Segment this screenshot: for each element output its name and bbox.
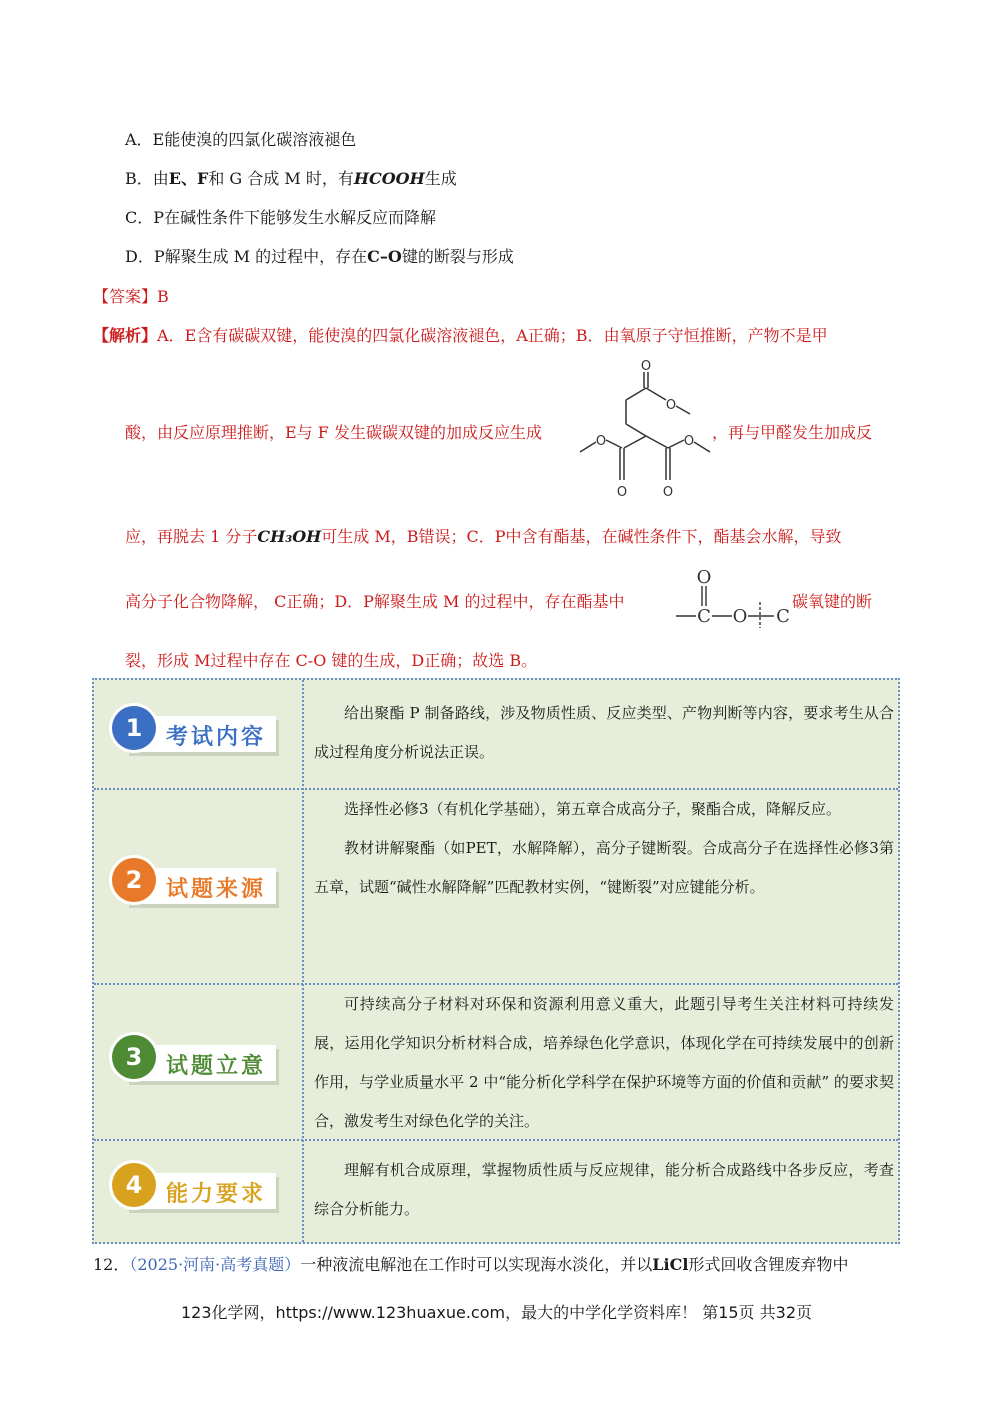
analysis-line-4-end: 碳氧键的断 [792,592,873,611]
analysis-line-4: 高分子化合物降解， C正确；D．P解聚生成 M 的过程中，存在酯基中 [125,592,625,611]
svg-text:O: O [640,360,652,374]
row-text: 可持续高分子材料对环保和资源利用意义重大，此题引导考生关注材料可持续发展，运用化学知识分析材料合成，培养绿色化学意识，体现化学在可持续发展中的创新作用，与学业质量水平 2 中“能分析化学科学在保护环境等方面的价值和贡献” 的要求契合，激发考生对绿色化学的关注。 [314,995,894,1130]
badge-label: 能力要求 [166,1181,267,1207]
panel-row-exam-content [94,680,898,790]
badge-label: 试题立意 [166,1053,267,1079]
svg-text:O: O [665,398,677,413]
svg-text:O: O [595,434,607,449]
analysis-line-5: 裂，形成 M过程中存在 C-O 键的生成，D正确；故选 B。 [125,651,538,670]
svg-text:C: C [697,606,711,627]
svg-text:O: O [696,567,712,588]
panel-row-ability [94,1139,898,1242]
badge-3 [112,1031,282,1089]
row-text: 选择性必修3（有机化学基础），第五章合成高分子，聚酯合成，降解反应。 教材讲解聚酯（如PET，水解降解），高分子键断裂。合成高分子在选择性必修3第五章，试题“碱性水解降解”匹配教材实例，“键断裂”对应键能分析。 [314,800,894,896]
row-text: 给出聚酯 P 制备路线，涉及物质性质、反应类型、产物判断等内容，要求考生从合成过程角度分析说法正误。 [314,704,894,761]
badge-1 [112,702,282,760]
option-c: C．P在碱性条件下能够发生水解反应而降解 [125,208,437,227]
answer-line [93,286,169,308]
page-footer: 123化学网，https://www.123huaxue.com，最大的中学化学资料库！ 第15页 共32页 [181,1303,812,1322]
badge-2 [112,854,282,912]
analysis-line-1: 【解析】A．E含有碳碳双键，能使溴的四氯化碳溶液褪色，A正确；B．由氧原子守恒推断，产物不是甲 [93,326,828,345]
badge-number: 2 [112,858,156,902]
badge-number: 1 [112,706,156,750]
svg-text:C: C [776,606,790,627]
panel-row-intent [94,983,898,1141]
analysis-label: 【解析】 [93,326,158,345]
answer-label: 【答案】 [93,287,158,306]
panel-row-source [94,788,898,985]
analysis-line-2-end: ，再与甲醛发生加成反 [712,423,873,442]
analysis-line-2: 酸，由反应原理推断，E与 F 发生碳碳双键的加成反应生成 [125,423,542,442]
badge-4 [112,1159,282,1217]
row-text: 理解有机合成原理，掌握物质性质与反应规律，能分析合成路线中各步反应，考查综合分析能力。 [314,1161,894,1218]
question-12: 12．（2025·河南·高考真题）一种液流电解池在工作时可以实现海水淡化，并以LiCl形式回收含锂废弃物中 [93,1255,849,1274]
option-b: B．由E、F和 G 合成 M 时，有HCOOH生成 [125,169,457,188]
badge-number: 3 [112,1035,156,1079]
badge-label: 试题来源 [166,876,267,902]
analysis-panel [92,678,900,1244]
svg-text:O: O [732,606,748,627]
option-a: A．E能使溴的四氯化碳溶液褪色 [125,130,357,149]
svg-text:O: O [662,485,674,500]
svg-text:O: O [616,485,628,500]
svg-text:O: O [683,434,695,449]
analysis-line-3: 应，再脱去 1 分子CH₃OH可生成 M，B错误；C．P中含有酯基，在碱性条件下，酯基会水解，导致 [125,527,842,546]
option-d: D．P解聚生成 M 的过程中，存在C–O键的断裂与形成 [125,247,514,266]
structure-diagram [572,360,722,502]
answer-value: B [157,287,169,306]
badge-number: 4 [112,1163,156,1207]
question-source: （2025·河南·高考真题） [129,1255,301,1274]
badge-label: 考试内容 [166,724,267,750]
ester-bond-diagram [672,566,796,628]
